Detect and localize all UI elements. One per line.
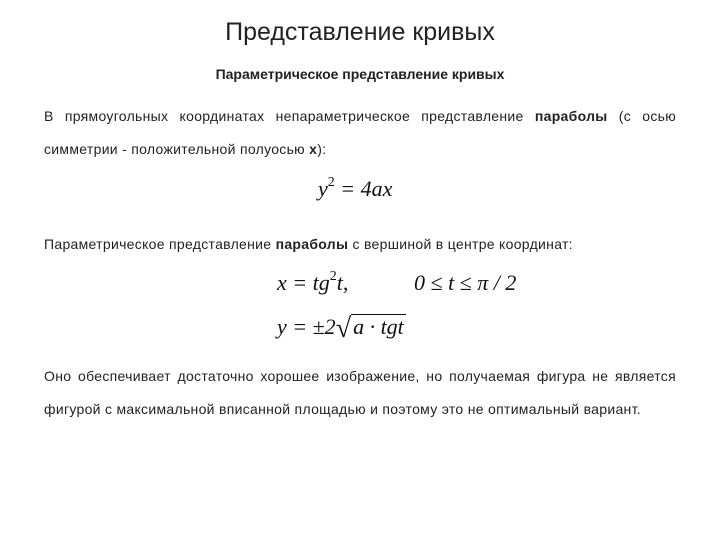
f2b-text: 0 ≤ t ≤ π / 2 xyxy=(414,270,517,295)
sqrt-group xyxy=(336,310,406,342)
p1-bold-x: x xyxy=(309,141,318,157)
p2-before: Параметрическое представление xyxy=(44,236,276,252)
formula-x-param xyxy=(277,270,348,296)
paragraph-conclusion: Оно обеспечивает достаточно хорошее изображение, но получаемая фигура не является фигурой с максимальной вписанной площадью и поэтому это не оптимальный вариант. xyxy=(44,368,676,417)
f3-lhs: y = ±2 xyxy=(277,314,336,339)
p1-middle: (с осью симметрии - положительной полуосью xyxy=(44,108,677,157)
f2a-exp: 2 xyxy=(329,268,337,284)
f3-root: a · tgt xyxy=(353,314,404,339)
formula-y-param xyxy=(277,310,406,342)
slide-subtitle: Параметрическое представление кривых xyxy=(215,66,505,82)
sqrt-icon: √ xyxy=(335,313,352,344)
f1-lhs: y xyxy=(318,176,328,201)
p1-after: ): xyxy=(317,141,327,157)
paragraph-nonparametric xyxy=(44,100,676,166)
slide-title: Представление кривых xyxy=(225,18,495,46)
p1-before: В прямоугольных координатах непараметрическое представление xyxy=(44,108,535,124)
formula-parabola xyxy=(318,176,392,202)
f1-rhs: = 4ax xyxy=(334,176,393,201)
p2-bold-parabola: параболы xyxy=(275,236,349,252)
formula-t-range xyxy=(414,270,516,296)
p1-bold-parabola: параболы xyxy=(534,108,608,124)
f2a-tail: t, xyxy=(336,270,349,295)
f1-exp: 2 xyxy=(327,174,335,190)
f2a-main: x = tg xyxy=(277,270,330,295)
p2-after: с вершиной в центре координат: xyxy=(348,236,573,252)
paragraph-parametric xyxy=(44,228,676,261)
